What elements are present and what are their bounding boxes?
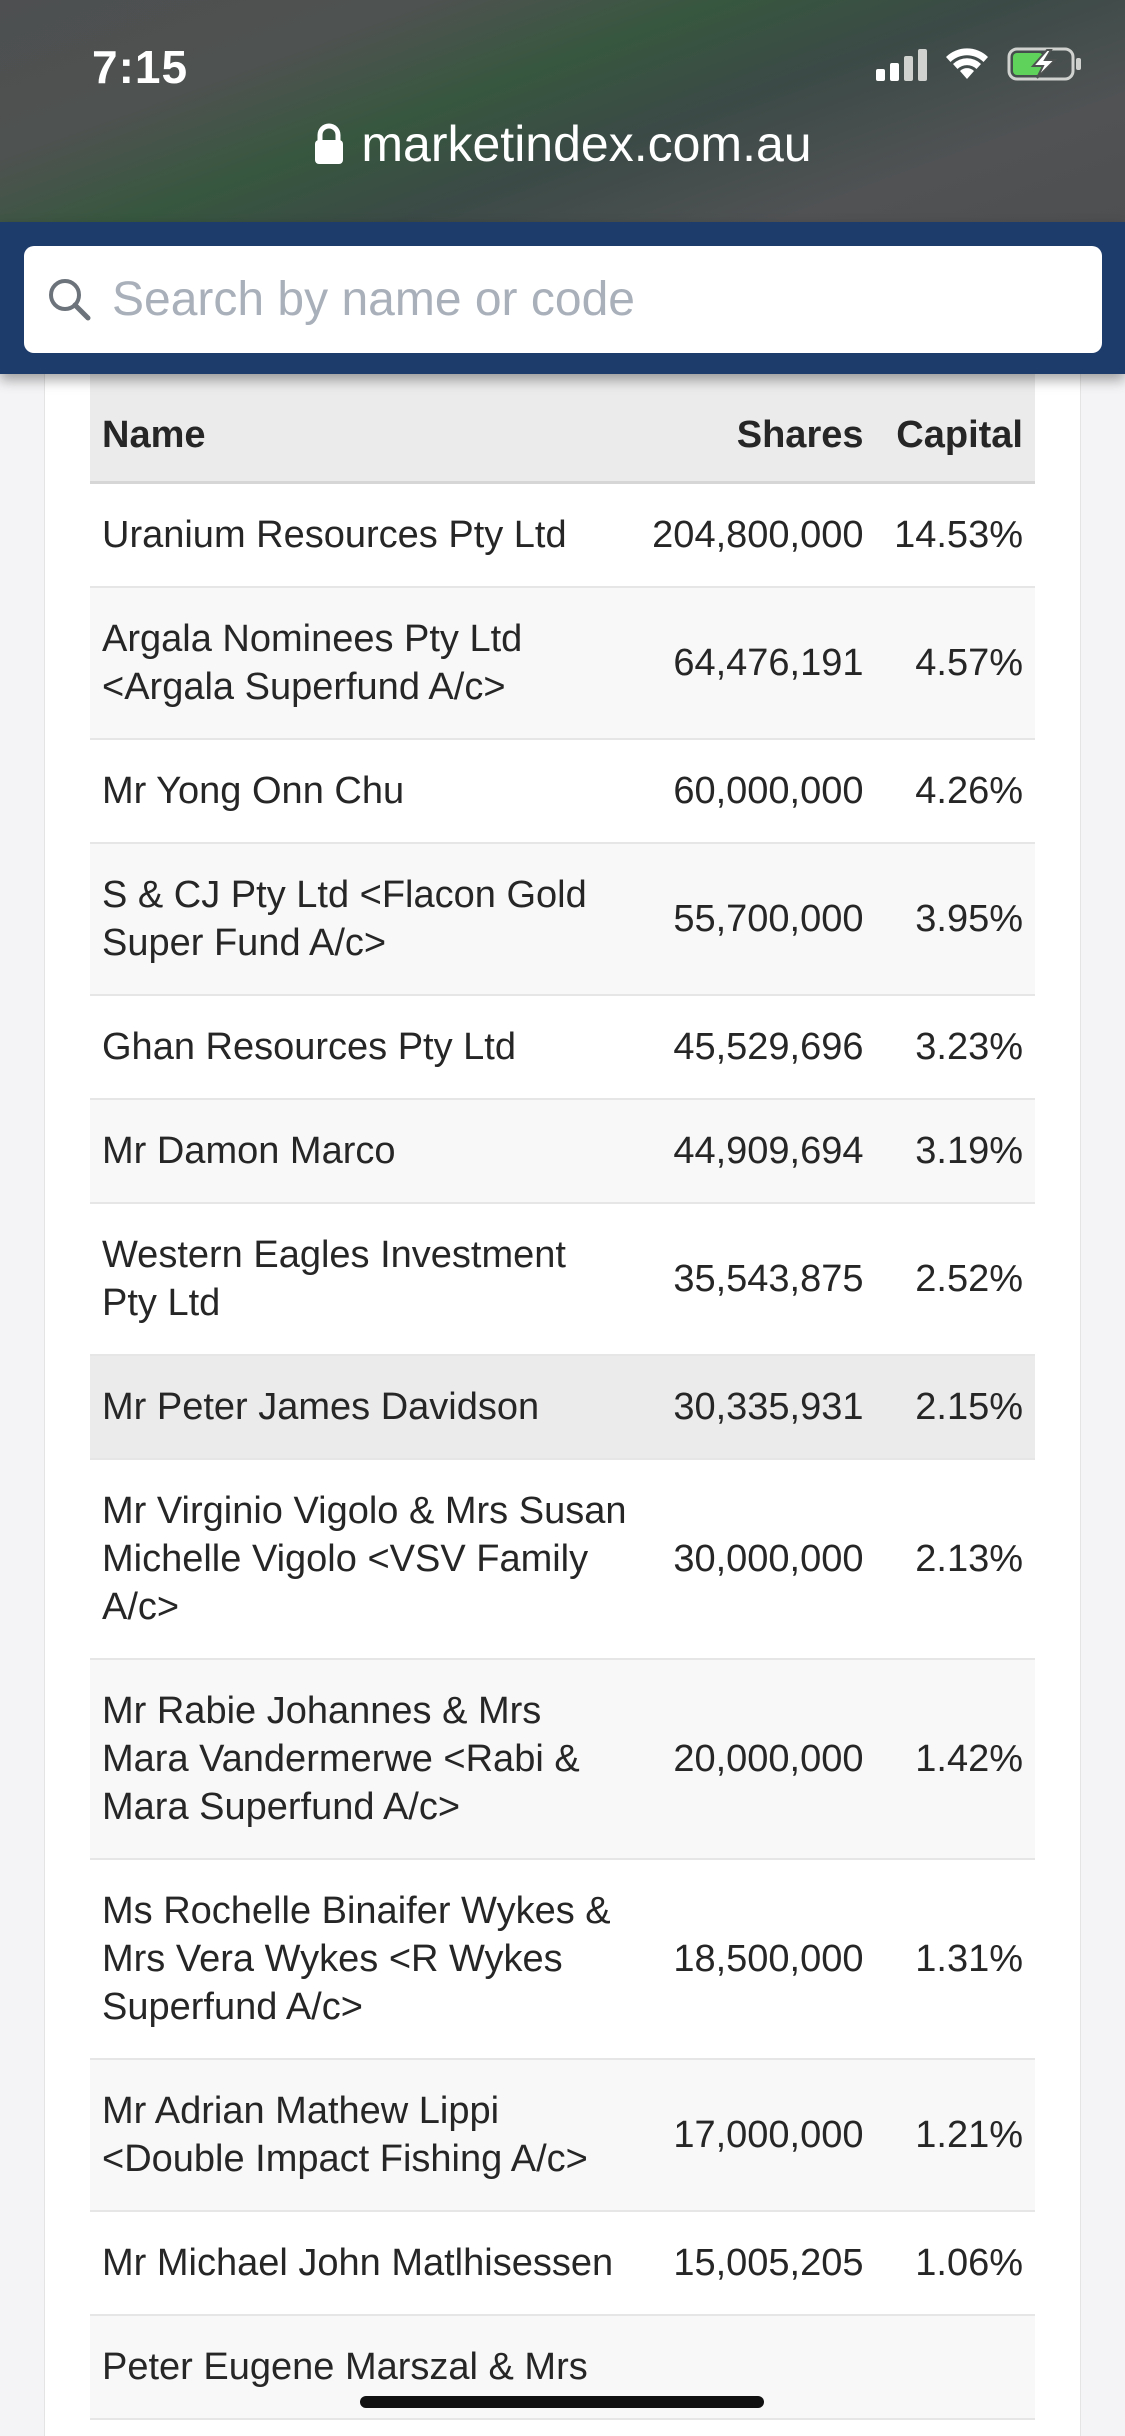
holder-name: Ghan Resources Pty Ltd — [90, 995, 630, 1099]
table-row[interactable] — [90, 1099, 1035, 1203]
holder-shares: 20,000,000 — [630, 1659, 876, 1859]
holder-capital: 3.95% — [876, 843, 1036, 995]
table-row[interactable] — [90, 739, 1035, 843]
table-row[interactable] — [90, 482, 1035, 587]
url-text: marketindex.com.au — [361, 116, 812, 172]
holder-name: Mr Damon Marco — [90, 1099, 630, 1203]
holder-name: Mr Peter James Davidson — [90, 1355, 630, 1459]
search-box[interactable] — [24, 246, 1102, 353]
holder-name: Argala Nominees Pty Ltd <Argala Superfund A/c> — [90, 587, 630, 739]
table-row[interactable] — [90, 1859, 1035, 2059]
holder-name: Peter Eugene Marszal & Mrs — [90, 2315, 630, 2419]
table-row[interactable] — [90, 587, 1035, 739]
table-header-row — [90, 374, 1035, 482]
table-row[interactable] — [90, 1659, 1035, 1859]
table-row[interactable] — [90, 1459, 1035, 1659]
cellular-signal-icon — [876, 47, 927, 81]
holder-shares: 55,700,000 — [630, 843, 876, 995]
battery-charging-icon — [1007, 46, 1083, 82]
table-row[interactable] — [90, 1355, 1035, 1459]
status-time: 7:15 — [92, 41, 189, 93]
holder-capital: 2.15% — [876, 1355, 1036, 1459]
holder-name: Western Eagles Investment Pty Ltd — [90, 1203, 630, 1355]
holder-capital: 2.13% — [876, 1459, 1036, 1659]
holder-capital: 4.26% — [876, 739, 1036, 843]
holder-shares: 60,000,000 — [630, 739, 876, 843]
holder-capital: 1.31% — [876, 1859, 1036, 2059]
column-header-name[interactable]: Name — [90, 374, 630, 482]
holder-name: Ms Rochelle Binaifer Wykes & Mrs Vera Wykes <R Wykes Superfund A/c> — [90, 1859, 630, 2059]
wifi-icon — [945, 47, 989, 81]
holder-name: Mr Rabie Johannes & Mrs Mara Vandermerwe <Rabi & Mara Superfund A/c> — [90, 1659, 630, 1859]
column-header-shares[interactable]: Shares — [630, 374, 876, 482]
holder-name: Mr Adrian Mathew Lippi <Double Impact Fishing A/c> — [90, 2059, 630, 2211]
holder-capital — [876, 2315, 1036, 2419]
holder-capital: 1.06% — [876, 2211, 1036, 2315]
holder-capital: 3.23% — [876, 995, 1036, 1099]
holder-capital: 14.53% — [876, 482, 1036, 587]
holder-shares: 35,543,875 — [630, 1203, 876, 1355]
table-row[interactable] — [90, 995, 1035, 1099]
holder-shares: 204,800,000 — [630, 482, 876, 587]
holder-shares: 45,529,696 — [630, 995, 876, 1099]
table-row[interactable] — [90, 1203, 1035, 1355]
holder-shares: 15,005,205 — [630, 2211, 876, 2315]
address-bar[interactable] — [0, 115, 1125, 173]
holder-shares: 64,476,191 — [630, 587, 876, 739]
holder-shares: 44,909,694 — [630, 1099, 876, 1203]
table-row[interactable] — [90, 843, 1035, 995]
holder-capital: 1.21% — [876, 2059, 1036, 2211]
holder-name: Uranium Resources Pty Ltd — [90, 482, 630, 587]
table-row[interactable] — [90, 2211, 1035, 2315]
holder-name: S & CJ Pty Ltd <Flacon Gold Super Fund A/c> — [90, 843, 630, 995]
site-header — [0, 222, 1125, 374]
status-icons — [876, 46, 1083, 82]
table-row[interactable] — [90, 2059, 1035, 2211]
search-input[interactable] — [112, 246, 1072, 353]
holder-shares: 18,500,000 — [630, 1859, 876, 2059]
holder-capital: 4.57% — [876, 587, 1036, 739]
column-header-capital[interactable]: Capital — [876, 374, 1036, 482]
holder-name: Mr Yong Onn Chu — [90, 739, 630, 843]
shareholders-table — [90, 374, 1035, 2420]
holder-shares: 17,000,000 — [630, 2059, 876, 2211]
holder-name: Mr Michael John Matlhisessen — [90, 2211, 630, 2315]
holder-capital: 1.42% — [876, 1659, 1036, 1859]
holder-capital: 3.19% — [876, 1099, 1036, 1203]
holder-shares: 30,000,000 — [630, 1459, 876, 1659]
shareholders-card — [44, 374, 1081, 2436]
status-bar — [0, 0, 1125, 222]
search-icon — [46, 276, 92, 322]
home-indicator[interactable] — [360, 2396, 764, 2408]
lock-icon — [313, 123, 345, 165]
holder-name: Mr Virginio Vigolo & Mrs Susan Michelle Vigolo <VSV Family A/c> — [90, 1459, 630, 1659]
holder-shares: 30,335,931 — [630, 1355, 876, 1459]
holder-capital: 2.52% — [876, 1203, 1036, 1355]
